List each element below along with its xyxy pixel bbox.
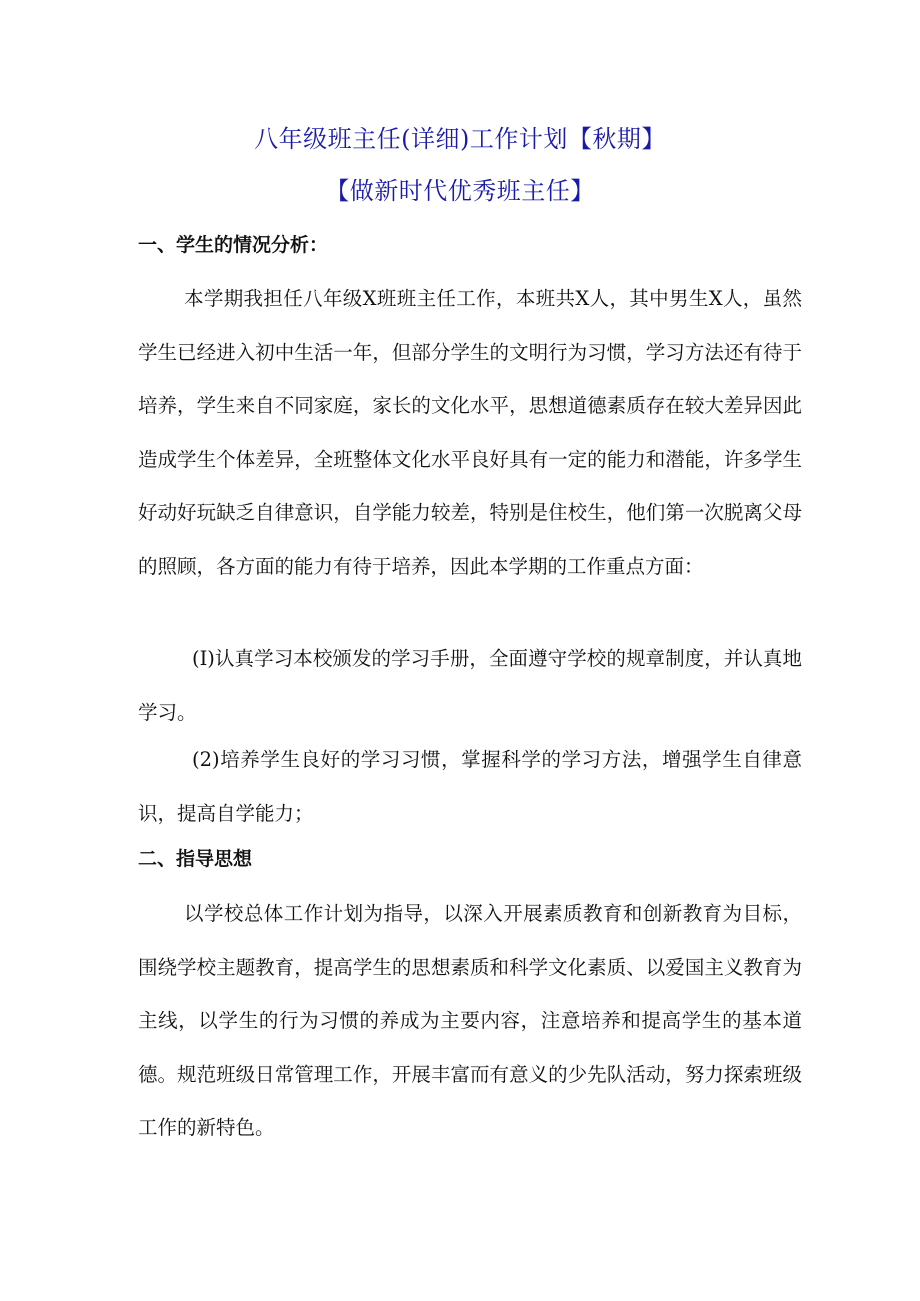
document-title: 八年级班主任(详细)工作计划【秋期】 <box>254 125 666 153</box>
section-heading-2: 二、指导思想 <box>138 848 253 870</box>
paragraph-item-1: (I)认真学习本校颁发的学习手册，全面遵守学校的规章制度，并认真地学习。 <box>138 647 802 724</box>
paragraph-guiding-ideology: 以学校总体工作计划为指导，以深入开展素质教育和创新教育为目标，围绕学校主题教育，提高学生的思想素质和科学文化素质、以爱国主义教育为主线，以学生的行为习惯的养成为主要内容，注意培养和提高学生的基本道德。规范班级日常管理工作，开展丰富而有意义的少先队活动，努力探索班级工作的新特色。 <box>138 902 802 1139</box>
paragraph-student-analysis: 本学期我担任八年级X班班主任工作，本班共X人，其中男生X人，虽然学生已经进入初中生活一年，但部分学生的文明行为习惯，学习方法还有待于培养，学生来自不同家庭，家长的文化水平，思想道德素质存在较大差异因此造成学生个体差异，全班整体文化水平良好具有一定的能力和潜能，许多学生好动好玩缺乏自律意识，自学能力较差，特别是住校生，他们第一次脱离父母的照顾，各方面的能力有待于培养，因此本学期的工作重点方面： <box>138 287 802 578</box>
paragraph-item-2: (2)培养学生良好的学习习惯，掌握科学的学习方法，增强学生自律意识，提高自学能力； <box>138 748 802 825</box>
document-subtitle: 【做新时代优秀班主任】 <box>325 177 595 205</box>
section-heading-1: 一、学生的情况分析： <box>138 234 329 256</box>
